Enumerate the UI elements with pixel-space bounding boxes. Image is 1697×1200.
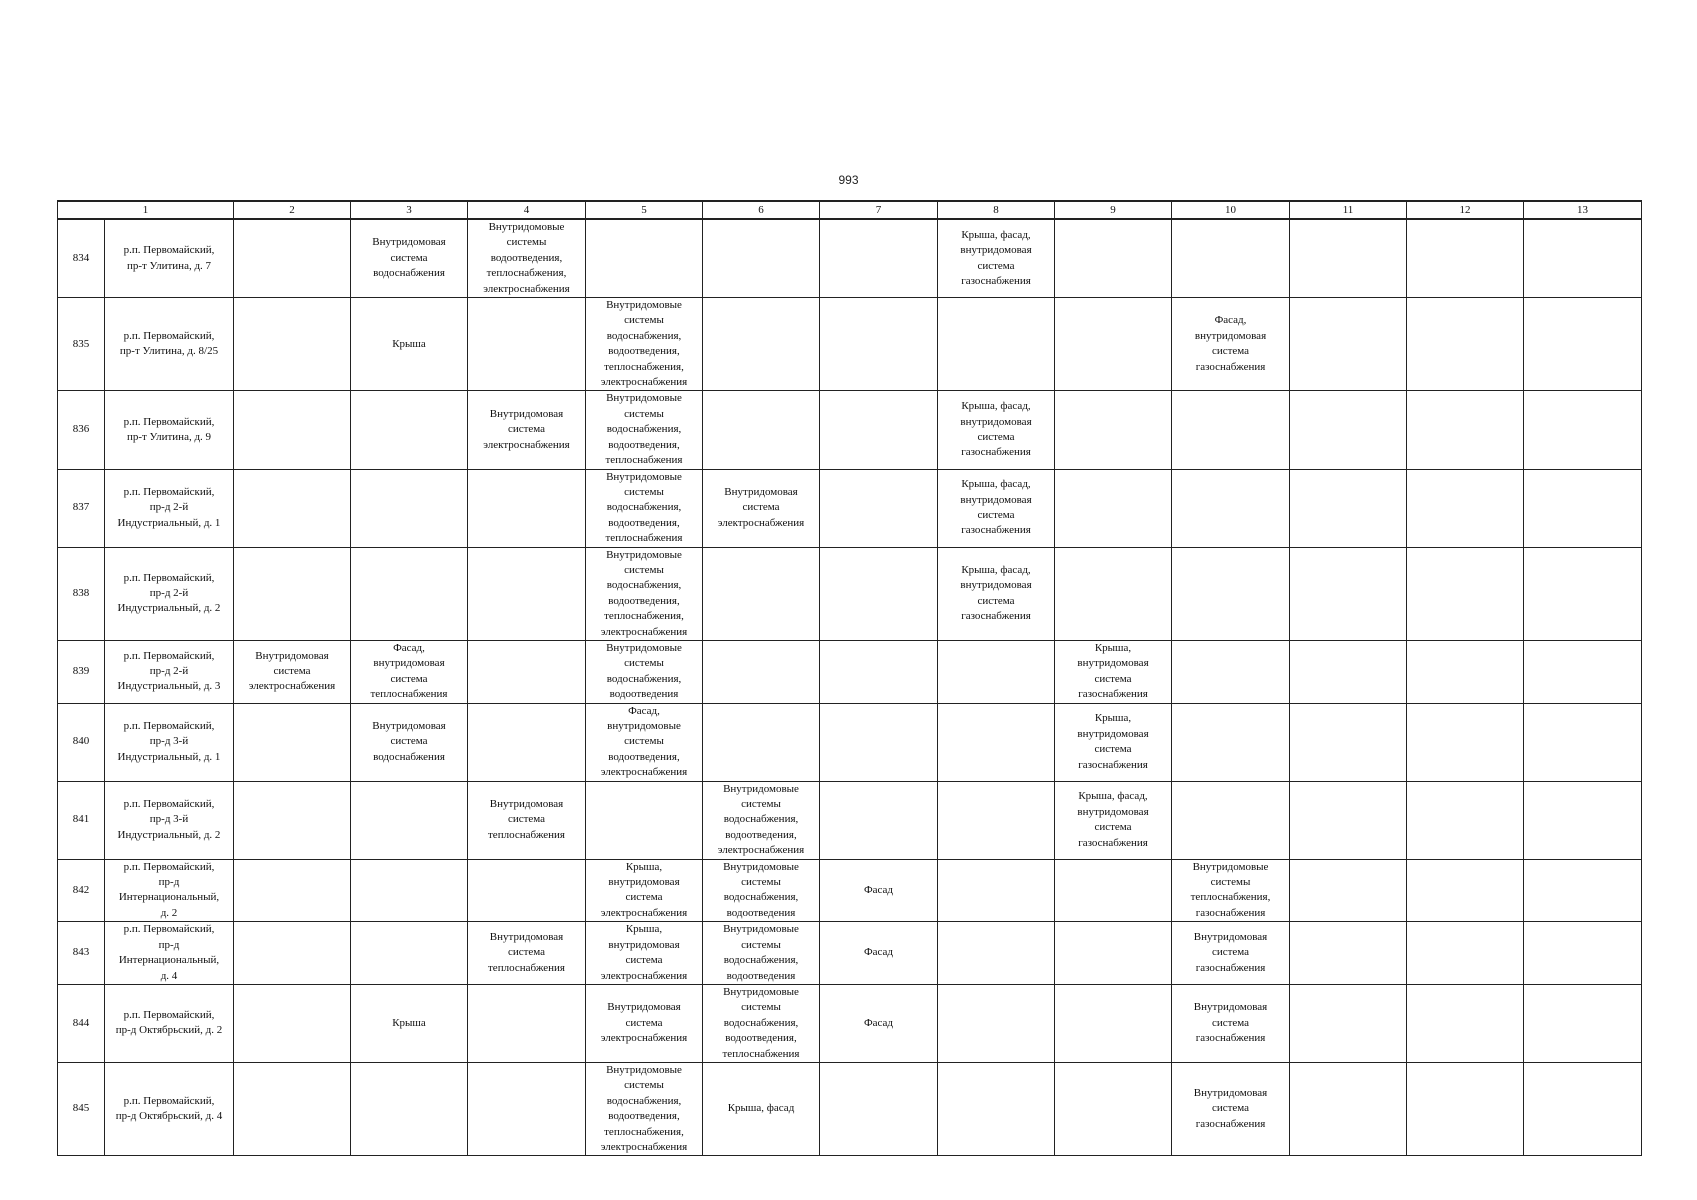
column-9-cell bbox=[1055, 984, 1172, 1062]
address-text: р.п. Первомайский, пр-д Интернациональный, д. 4 bbox=[118, 923, 220, 982]
column-8-cell bbox=[938, 219, 1055, 298]
address-cell bbox=[105, 219, 234, 298]
column-11-cell bbox=[1290, 391, 1407, 469]
column-10-cell bbox=[1172, 1062, 1290, 1155]
column-12-cell bbox=[1407, 922, 1524, 985]
column-4-cell bbox=[468, 547, 586, 640]
column-10-cell bbox=[1172, 219, 1290, 298]
column-6-text: Внутридомовые системы водоснабжения, водоотведения, электроснабжения bbox=[717, 782, 805, 857]
column-11-cell bbox=[1290, 219, 1407, 298]
address-cell bbox=[105, 859, 234, 922]
column-7-text: Фасад bbox=[863, 1016, 894, 1029]
column-10-cell bbox=[1172, 298, 1290, 391]
table-row bbox=[58, 781, 1642, 859]
column-11-cell bbox=[1290, 922, 1407, 985]
column-3-text: Внутридомовая система водоснабжения bbox=[372, 720, 446, 763]
row-number-cell bbox=[58, 547, 105, 640]
column-12-cell bbox=[1407, 859, 1524, 922]
column-5-cell bbox=[586, 298, 703, 391]
column-2-cell bbox=[234, 859, 351, 922]
column-6-text: Внутридомовые системы водоснабжения, водоотведения bbox=[723, 923, 799, 982]
column-3-text: Крыша bbox=[392, 337, 426, 350]
table-row bbox=[58, 922, 1642, 985]
column-9-cell bbox=[1055, 1062, 1172, 1155]
address-cell bbox=[105, 547, 234, 640]
column-5-cell bbox=[586, 469, 703, 547]
address-text: р.п. Первомайский, пр-д 3-й Индустриальный, д. 1 bbox=[117, 720, 221, 763]
column-header: 1 bbox=[58, 201, 234, 219]
column-2-cell bbox=[234, 298, 351, 391]
column-7-cell bbox=[820, 703, 938, 781]
column-8-cell bbox=[938, 391, 1055, 469]
column-header: 3 bbox=[351, 201, 468, 219]
column-4-cell bbox=[468, 469, 586, 547]
column-12-cell bbox=[1407, 469, 1524, 547]
column-4-cell bbox=[468, 703, 586, 781]
column-9-text: Крыша, внутридомовая система газоснабжения bbox=[1077, 641, 1149, 701]
table-row bbox=[58, 298, 1642, 391]
address-cell bbox=[105, 703, 234, 781]
column-12-cell bbox=[1407, 547, 1524, 640]
column-8-text: Крыша, фасад, внутридомовая система газоснабжения bbox=[960, 400, 1032, 459]
column-13-cell bbox=[1524, 219, 1642, 298]
column-13-cell bbox=[1524, 922, 1642, 985]
column-3-cell bbox=[351, 391, 468, 469]
column-11-cell bbox=[1290, 1062, 1407, 1155]
column-13-cell bbox=[1524, 984, 1642, 1062]
column-8-cell bbox=[938, 547, 1055, 640]
column-9-cell bbox=[1055, 298, 1172, 391]
column-5-text: Внутридомовые системы водоснабжения, водоотведения, теплоснабжения, электроснабжения bbox=[600, 299, 688, 389]
column-header: 10 bbox=[1172, 201, 1290, 219]
row-number-cell bbox=[58, 298, 105, 391]
column-8-cell bbox=[938, 984, 1055, 1062]
column-6-text: Крыша, фасад bbox=[727, 1102, 795, 1115]
address-cell bbox=[105, 391, 234, 469]
column-11-cell bbox=[1290, 781, 1407, 859]
column-5-text: Внутридомовые системы водоснабжения, водоотведения, теплоснабжения bbox=[605, 392, 683, 467]
column-10-cell bbox=[1172, 391, 1290, 469]
column-6-cell bbox=[703, 781, 820, 859]
column-12-cell bbox=[1407, 391, 1524, 469]
column-5-cell bbox=[586, 984, 703, 1062]
column-2-cell bbox=[234, 640, 351, 703]
column-11-cell bbox=[1290, 547, 1407, 640]
column-2-cell bbox=[234, 781, 351, 859]
table-header bbox=[58, 201, 1642, 219]
table-row bbox=[58, 859, 1642, 922]
column-13-cell bbox=[1524, 391, 1642, 469]
column-13-cell bbox=[1524, 469, 1642, 547]
column-12-cell bbox=[1407, 640, 1524, 703]
row-number-text: 834 bbox=[72, 251, 90, 264]
column-3-text: Крыша bbox=[392, 1016, 426, 1029]
column-2-cell bbox=[234, 391, 351, 469]
column-5-text: Внутридомовые системы водоснабжения, водоотведения, теплоснабжения bbox=[605, 470, 683, 545]
column-6-text: Внутридомовые системы водоснабжения, водоотведения, теплоснабжения bbox=[722, 985, 800, 1060]
column-9-cell bbox=[1055, 469, 1172, 547]
column-3-cell bbox=[351, 859, 468, 922]
column-3-cell bbox=[351, 640, 468, 703]
column-6-cell bbox=[703, 219, 820, 298]
column-9-text: Крыша, фасад, внутридомовая система газоснабжения bbox=[1077, 790, 1149, 849]
column-7-cell bbox=[820, 547, 938, 640]
column-2-cell bbox=[234, 922, 351, 985]
row-number-cell bbox=[58, 469, 105, 547]
column-7-cell bbox=[820, 781, 938, 859]
column-2-cell bbox=[234, 219, 351, 298]
column-3-cell bbox=[351, 469, 468, 547]
column-6-cell bbox=[703, 1062, 820, 1155]
row-number-text: 841 bbox=[72, 813, 90, 826]
column-6-cell bbox=[703, 640, 820, 703]
column-4-text: Внутридомовые системы водоотведения, теплоснабжения, электроснабжения bbox=[483, 221, 570, 295]
column-6-cell bbox=[703, 984, 820, 1062]
column-5-text: Внутридомовые системы водоснабжения, водоотведения, теплоснабжения, электроснабжения bbox=[600, 1063, 688, 1153]
column-11-cell bbox=[1290, 859, 1407, 922]
table-row bbox=[58, 469, 1642, 547]
column-2-cell bbox=[234, 703, 351, 781]
column-11-cell bbox=[1290, 298, 1407, 391]
column-3-cell bbox=[351, 547, 468, 640]
row-number-cell bbox=[58, 859, 105, 922]
address-cell bbox=[105, 640, 234, 703]
column-header: 5 bbox=[586, 201, 703, 219]
column-9-cell bbox=[1055, 703, 1172, 781]
column-10-cell bbox=[1172, 640, 1290, 703]
column-8-cell bbox=[938, 469, 1055, 547]
table-row bbox=[58, 391, 1642, 469]
column-5-cell bbox=[586, 703, 703, 781]
column-4-text: Внутридомовая система электроснабжения bbox=[483, 407, 570, 451]
column-header: 9 bbox=[1055, 201, 1172, 219]
row-number-text: 840 bbox=[72, 735, 90, 748]
column-8-cell bbox=[938, 1062, 1055, 1155]
column-header: 2 bbox=[234, 201, 351, 219]
column-5-cell bbox=[586, 859, 703, 922]
column-12-cell bbox=[1407, 1062, 1524, 1155]
column-10-cell bbox=[1172, 859, 1290, 922]
column-7-cell bbox=[820, 298, 938, 391]
column-13-cell bbox=[1524, 703, 1642, 781]
column-3-cell bbox=[351, 298, 468, 391]
column-7-text: Фасад bbox=[863, 946, 894, 959]
column-8-cell bbox=[938, 922, 1055, 985]
column-4-cell bbox=[468, 640, 586, 703]
page-number: 993 bbox=[838, 173, 859, 187]
column-4-cell bbox=[468, 391, 586, 469]
column-header: 11 bbox=[1290, 201, 1407, 219]
column-13-cell bbox=[1524, 547, 1642, 640]
column-8-cell bbox=[938, 781, 1055, 859]
column-10-cell bbox=[1172, 703, 1290, 781]
column-2-cell bbox=[234, 469, 351, 547]
column-header: 13 bbox=[1524, 201, 1642, 219]
column-7-cell bbox=[820, 219, 938, 298]
column-5-text: Внутридомовые системы водоснабжения, водоотведения bbox=[606, 641, 682, 701]
address-text: р.п. Первомайский, пр-д 2-й Индустриальный, д. 2 bbox=[117, 571, 221, 615]
column-13-cell bbox=[1524, 859, 1642, 922]
column-5-text: Фасад, внутридомовые системы водоотведения, электроснабжения bbox=[600, 704, 688, 779]
column-8-text: Крыша, фасад, внутридомовая система газоснабжения bbox=[960, 478, 1032, 537]
column-12-cell bbox=[1407, 219, 1524, 298]
address-text: р.п. Первомайский, пр-т Улитина, д. 7 bbox=[123, 244, 215, 272]
column-9-cell bbox=[1055, 922, 1172, 985]
column-7-cell bbox=[820, 1062, 938, 1155]
column-6-cell bbox=[703, 547, 820, 640]
column-5-cell bbox=[586, 391, 703, 469]
column-4-text: Внутридомовая система теплоснабжения bbox=[488, 930, 565, 974]
column-10-cell bbox=[1172, 984, 1290, 1062]
column-9-cell bbox=[1055, 859, 1172, 922]
column-4-cell bbox=[468, 298, 586, 391]
row-number-cell bbox=[58, 1062, 105, 1155]
column-7-text: Фасад bbox=[863, 883, 894, 896]
column-2-cell bbox=[234, 547, 351, 640]
column-6-text: Внутридомовая система электроснабжения bbox=[717, 485, 805, 529]
column-6-cell bbox=[703, 469, 820, 547]
address-text: р.п. Первомайский, пр-т Улитина, д. 9 bbox=[123, 415, 215, 443]
column-6-cell bbox=[703, 703, 820, 781]
address-cell bbox=[105, 469, 234, 547]
row-number-cell bbox=[58, 391, 105, 469]
column-5-cell bbox=[586, 1062, 703, 1155]
column-12-cell bbox=[1407, 984, 1524, 1062]
column-3-text: Фасад, внутридомовая система теплоснабжения bbox=[370, 641, 448, 701]
row-number-text: 836 bbox=[72, 423, 90, 436]
column-12-cell bbox=[1407, 298, 1524, 391]
column-5-text: Внутридомовые системы водоснабжения, водоотведения, теплоснабжения, электроснабжения bbox=[600, 548, 688, 638]
table-row bbox=[58, 547, 1642, 640]
row-number-text: 844 bbox=[72, 1016, 90, 1029]
column-8-cell bbox=[938, 859, 1055, 922]
column-8-cell bbox=[938, 640, 1055, 703]
table-row bbox=[58, 219, 1642, 298]
column-4-cell bbox=[468, 1062, 586, 1155]
column-4-cell bbox=[468, 219, 586, 298]
column-7-cell bbox=[820, 922, 938, 985]
address-cell bbox=[105, 781, 234, 859]
column-12-cell bbox=[1407, 703, 1524, 781]
column-10-cell bbox=[1172, 547, 1290, 640]
column-11-cell bbox=[1290, 703, 1407, 781]
address-cell bbox=[105, 1062, 234, 1155]
column-13-cell bbox=[1524, 1062, 1642, 1155]
column-11-cell bbox=[1290, 984, 1407, 1062]
column-header: 4 bbox=[468, 201, 586, 219]
column-7-cell bbox=[820, 469, 938, 547]
column-header: 6 bbox=[703, 201, 820, 219]
table-row bbox=[58, 984, 1642, 1062]
column-10-text: Внутридомовая система газоснабжения bbox=[1193, 1001, 1268, 1045]
row-number-text: 835 bbox=[72, 337, 90, 350]
column-4-cell bbox=[468, 781, 586, 859]
column-3-cell bbox=[351, 219, 468, 298]
column-9-cell bbox=[1055, 640, 1172, 703]
column-6-cell bbox=[703, 391, 820, 469]
address-cell bbox=[105, 298, 234, 391]
column-header: 8 bbox=[938, 201, 1055, 219]
column-11-cell bbox=[1290, 640, 1407, 703]
column-7-cell bbox=[820, 984, 938, 1062]
address-text: р.п. Первомайский, пр-д Октябрьский, д. 2 bbox=[115, 1009, 223, 1037]
column-5-cell bbox=[586, 781, 703, 859]
address-text: р.п. Первомайский, пр-т Улитина, д. 8/25 bbox=[119, 329, 219, 358]
row-number-text: 843 bbox=[72, 946, 90, 959]
column-2-cell bbox=[234, 984, 351, 1062]
column-3-cell bbox=[351, 922, 468, 985]
row-number-text: 845 bbox=[72, 1102, 90, 1115]
column-3-cell bbox=[351, 703, 468, 781]
column-5-cell bbox=[586, 640, 703, 703]
row-number-text: 839 bbox=[72, 665, 90, 678]
table-row bbox=[58, 640, 1642, 703]
address-cell bbox=[105, 984, 234, 1062]
address-text: р.п. Первомайский, пр-д Октябрьский, д. 4 bbox=[115, 1094, 223, 1123]
column-6-cell bbox=[703, 859, 820, 922]
column-5-cell bbox=[586, 922, 703, 985]
column-13-cell bbox=[1524, 298, 1642, 391]
row-number-text: 838 bbox=[72, 587, 90, 600]
column-4-cell bbox=[468, 922, 586, 985]
column-10-text: Внутридомовая система газоснабжения bbox=[1193, 1087, 1268, 1130]
address-text: р.п. Первомайский, пр-д 2-й Индустриальный, д. 3 bbox=[117, 649, 221, 693]
row-number-cell bbox=[58, 703, 105, 781]
table-row bbox=[58, 1062, 1642, 1155]
table-row bbox=[58, 703, 1642, 781]
column-3-cell bbox=[351, 984, 468, 1062]
column-13-cell bbox=[1524, 640, 1642, 703]
column-8-text: Крыша, фасад, внутридомовая система газоснабжения bbox=[960, 563, 1032, 623]
address-text: р.п. Первомайский, пр-д 2-й Индустриальный, д. 1 bbox=[117, 485, 221, 529]
column-7-cell bbox=[820, 640, 938, 703]
column-7-cell bbox=[820, 859, 938, 922]
column-8-text: Крыша, фасад, внутридомовая система газоснабжения bbox=[960, 228, 1032, 287]
column-5-cell bbox=[586, 547, 703, 640]
column-9-cell bbox=[1055, 781, 1172, 859]
column-2-text: Внутридомовая система электроснабжения bbox=[248, 649, 336, 693]
row-number-cell bbox=[58, 781, 105, 859]
column-9-text: Крыша, внутридомовая система газоснабжения bbox=[1077, 712, 1149, 771]
column-13-cell bbox=[1524, 781, 1642, 859]
column-header: 7 bbox=[820, 201, 938, 219]
column-6-text: Внутридомовые системы водоснабжения, водоотведения bbox=[723, 860, 799, 919]
column-10-text: Внутридомовые системы теплоснабжения, газоснабжения bbox=[1190, 860, 1271, 919]
address-text: р.п. Первомайский, пр-д Интернациональный, д. 2 bbox=[118, 860, 220, 919]
column-3-cell bbox=[351, 781, 468, 859]
row-number-cell bbox=[58, 922, 105, 985]
repair-schedule-table bbox=[57, 200, 1642, 1156]
row-number-cell bbox=[58, 219, 105, 298]
column-3-text: Внутридомовая система водоснабжения bbox=[372, 236, 446, 280]
column-6-cell bbox=[703, 922, 820, 985]
address-cell bbox=[105, 922, 234, 985]
column-10-text: Фасад, внутридомовая система газоснабжения bbox=[1194, 314, 1267, 373]
column-3-cell bbox=[351, 1062, 468, 1155]
column-10-cell bbox=[1172, 922, 1290, 985]
column-8-cell bbox=[938, 298, 1055, 391]
column-10-cell bbox=[1172, 469, 1290, 547]
column-2-cell bbox=[234, 1062, 351, 1155]
column-6-cell bbox=[703, 298, 820, 391]
column-5-text: Крыша, внутридомовая система электроснабжения bbox=[600, 923, 688, 982]
column-11-cell bbox=[1290, 469, 1407, 547]
column-12-cell bbox=[1407, 781, 1524, 859]
column-5-cell bbox=[586, 219, 703, 298]
column-10-text: Внутридомовая система газоснабжения bbox=[1193, 930, 1268, 974]
column-7-cell bbox=[820, 391, 938, 469]
address-text: р.п. Первомайский, пр-д 3-й Индустриальный, д. 2 bbox=[117, 798, 221, 841]
column-4-cell bbox=[468, 984, 586, 1062]
row-number-text: 842 bbox=[72, 883, 90, 896]
column-8-cell bbox=[938, 703, 1055, 781]
column-4-cell bbox=[468, 859, 586, 922]
header-row bbox=[58, 201, 1642, 219]
table-body bbox=[58, 219, 1642, 1156]
column-5-text: Внутридомовая система электроснабжения bbox=[600, 1001, 688, 1045]
column-5-text: Крыша, внутридомовая система электроснабжения bbox=[600, 860, 688, 919]
column-9-cell bbox=[1055, 547, 1172, 640]
row-number-cell bbox=[58, 984, 105, 1062]
column-header: 12 bbox=[1407, 201, 1524, 219]
row-number-text: 837 bbox=[72, 501, 90, 514]
column-4-text: Внутридомовая система теплоснабжения bbox=[488, 798, 565, 841]
row-number-cell bbox=[58, 640, 105, 703]
column-9-cell bbox=[1055, 219, 1172, 298]
column-9-cell bbox=[1055, 391, 1172, 469]
column-10-cell bbox=[1172, 781, 1290, 859]
